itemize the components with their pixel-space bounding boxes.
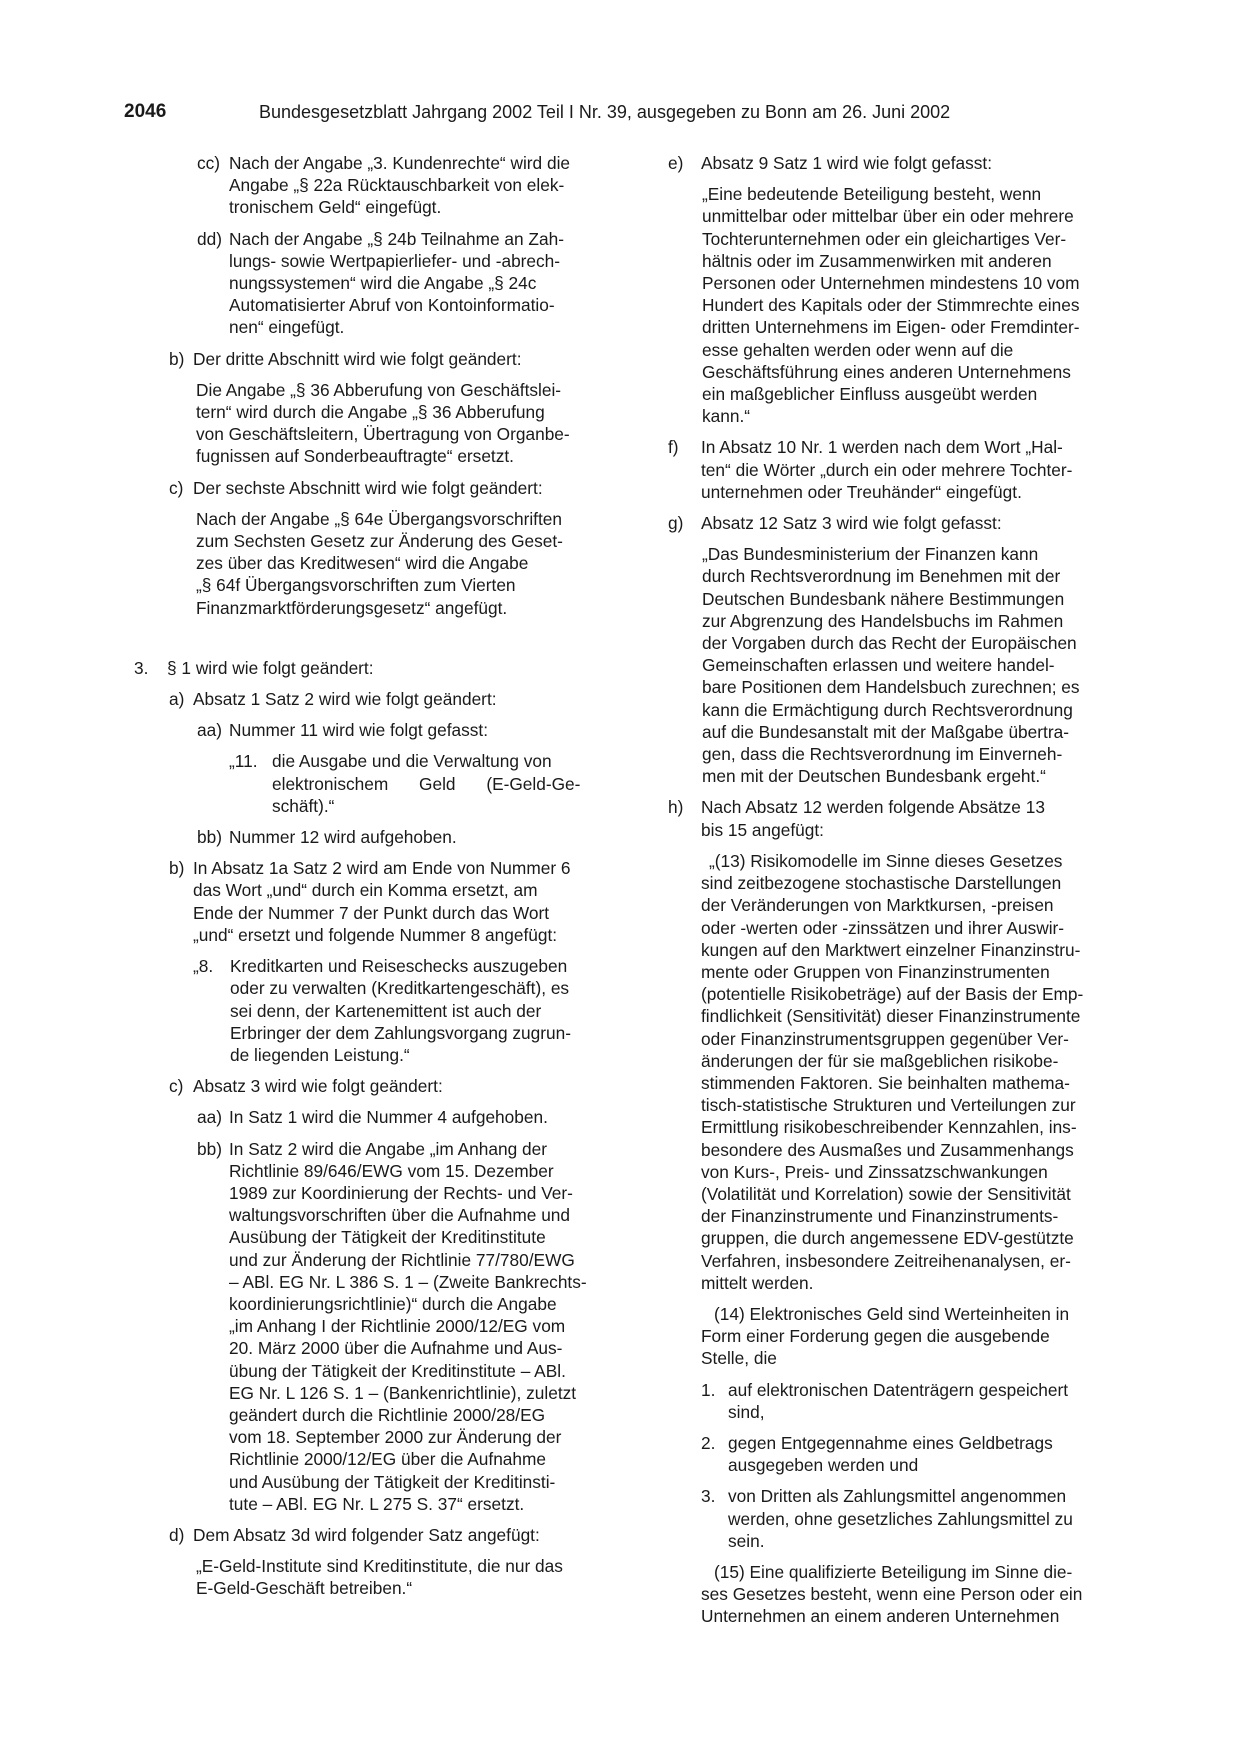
text-line: hältnis oder im Zusammenwirken mit anderen xyxy=(702,250,1052,271)
text-line: gruppen, die durch angemessene EDV-gestützte xyxy=(701,1228,1074,1249)
item-cc xyxy=(124,152,604,219)
text-line: geändert durch die Richtlinie 2000/28/EG xyxy=(229,1404,546,1425)
text-line: In Absatz 1a Satz 2 wird am Ende von Nummer 6 xyxy=(193,858,571,879)
text-line: „Eine bedeutende Beteiligung besteht, wenn xyxy=(702,184,1042,205)
text-line: „E-Geld-Institute sind Kreditinstitute, die nur das xyxy=(196,1556,563,1577)
item-bb-satz2 xyxy=(124,1138,604,1515)
text-line: – ABl. EG Nr. L 386 S. 1 – (Zweite Bankrechts- xyxy=(229,1271,587,1292)
text-line: (Volatilität und Korrelation) sowie der Sensitivität xyxy=(701,1183,1071,1204)
text-line: In Satz 1 wird die Nummer 4 aufgehoben. xyxy=(229,1107,548,1128)
text-line: nungssystemen“ wird die Angabe „§ 24c xyxy=(229,273,537,294)
text-line: „im Anhang I der Richtlinie 2000/12/EG vom xyxy=(229,1316,566,1337)
left-column xyxy=(124,152,604,1600)
text-line: der Vorgaben durch das Recht der Europäischen xyxy=(702,633,1077,654)
text-line: Tochterunternehmen oder ein gleichartiges Ver- xyxy=(702,228,1067,249)
text-line: änderungen der für sie maßgeblichen risikobe- xyxy=(701,1050,1059,1071)
text-line: sind zeitbezogene stochastische Darstellungen xyxy=(701,873,1062,894)
item-heading: § 1 wird wie folgt geändert: xyxy=(167,657,374,678)
text-line: von Kurs-, Preis- und Zinssatzschwankungen xyxy=(701,1161,1048,1182)
item-label: c) xyxy=(169,1076,184,1097)
text-line: E-Geld-Geschäft betreiben.“ xyxy=(196,1578,413,1599)
text-line: stimmenden Faktoren. Sie beinhalten mathema- xyxy=(701,1072,1070,1093)
text-line: sei denn, der Kartenemittent ist auch der xyxy=(230,1000,542,1021)
text-line: Nach Absatz 12 werden folgende Absätze 13 xyxy=(701,797,1045,818)
text-line: besondere des Ausmaßes und Zusammenhangs xyxy=(701,1139,1074,1160)
text-line: mittelt werden. xyxy=(701,1272,814,1293)
quoted-number-8 xyxy=(124,955,604,1066)
text-line: schäft).“ xyxy=(272,795,335,816)
item-label: e) xyxy=(668,153,684,173)
text-line: zur Abgrenzung des Handelsbuchs im Rahmen xyxy=(702,610,1064,631)
text-line: tern“ wird durch die Angabe „§ 36 Abberufung xyxy=(196,402,545,423)
text-line: „und“ ersetzt und folgende Nummer 8 angefügt: xyxy=(193,924,558,945)
text-line: Gemeinschaften erlassen und weitere handel- xyxy=(702,655,1055,676)
text-line: In Absatz 10 Nr. 1 werden nach dem Wort „Hal- xyxy=(701,437,1063,458)
item-heading: Nummer 11 wird wie folgt gefasst: xyxy=(229,720,488,741)
item-heading: Dem Absatz 3d wird folgender Satz angefügt: xyxy=(193,1524,540,1545)
text-line: ses Gesetzes besteht, wenn eine Person oder ein xyxy=(701,1584,1083,1605)
item-c-sixth-section xyxy=(124,477,604,619)
item-label: d) xyxy=(169,1524,185,1545)
text-line: Form einer Forderung gegen die ausgebende xyxy=(701,1326,1050,1347)
item-label: b) xyxy=(169,858,185,879)
item-label: aa) xyxy=(197,1107,222,1128)
text-line: sind, xyxy=(728,1401,765,1422)
item-b-third-section xyxy=(124,348,604,468)
text-line: Angabe „§ 22a Rücktauschbarkeit von elek- xyxy=(229,175,565,196)
text-line: dritten Unternehmens im Eigen- oder Fremdinter- xyxy=(702,317,1080,338)
text-line: Nach der Angabe „§ 64e Übergangsvorschriften xyxy=(196,508,563,529)
item-b-absatz1a xyxy=(124,857,604,946)
text-line: tisch-statistische Strukturen und Verteilungen zur xyxy=(701,1095,1076,1116)
text-line: Automatisierter Abruf von Kontoinformatio- xyxy=(229,295,555,316)
text-line: ausgegeben werden und xyxy=(728,1455,919,1476)
page-number: 2046 xyxy=(124,101,167,122)
item-label: „11. xyxy=(229,751,258,772)
list-item-label: 1. xyxy=(701,1379,716,1400)
text-line: Richtlinie 89/646/EWG vom 15. Dezember xyxy=(229,1160,554,1181)
item-label: h) xyxy=(668,797,684,818)
item-label: a) xyxy=(169,689,185,710)
text-line: 1989 zur Koordinierung der Rechts- und Ver- xyxy=(229,1182,573,1203)
text-line: ten“ die Wörter „durch ein oder mehrere Tochter- xyxy=(701,459,1073,480)
text-line: tronischem Geld“ eingefügt. xyxy=(229,197,442,218)
list-item xyxy=(701,1379,1112,1423)
text-line: auf elektronischen Datenträgern gespeichert xyxy=(728,1379,1069,1400)
item-label: aa) xyxy=(197,720,222,741)
text-line: lungs- sowie Wertpapierliefer- und -abrech- xyxy=(229,250,561,271)
item-3 xyxy=(124,657,604,679)
item-label: c) xyxy=(169,477,184,498)
text-line: de liegenden Leistung.“ xyxy=(230,1044,410,1065)
text-line: mente oder Gruppen von Finanzinstrumenten xyxy=(701,961,1050,982)
item-label: dd) xyxy=(197,228,222,249)
text-line: kann die Ermächtigung durch Rechtsverordnung xyxy=(702,699,1073,720)
text-line: (potentielle Risikobeträge) auf der Basis der Emp- xyxy=(701,984,1084,1005)
item-label: g) xyxy=(668,513,684,534)
text-line: In Satz 2 wird die Angabe „im Anhang der xyxy=(229,1138,547,1159)
text-line: Nach der Angabe „3. Kundenrechte“ wird die xyxy=(229,153,571,173)
text-line: nen“ eingefügt. xyxy=(229,317,345,338)
item-aa-nummer11 xyxy=(124,719,604,741)
item-e-absatz9 xyxy=(668,152,1112,427)
text-line: bis 15 angefügt: xyxy=(701,819,824,840)
text-line: esse gehalten werden oder wenn auf die xyxy=(702,339,1014,360)
paragraph-13 xyxy=(668,850,1112,1294)
text-line: zum Sechsten Gesetz zur Änderung des Geset- xyxy=(196,531,563,552)
text-line: ein maßgeblicher Einfluss ausgeübt werden xyxy=(702,384,1038,405)
text-line: vom 18. September 2000 zur Änderung der xyxy=(229,1427,562,1448)
text-line: Kreditkarten und Reiseschecks auszugeben xyxy=(230,956,568,977)
text-line: men mit der Deutschen Bundesbank ergeht.“ xyxy=(702,766,1046,787)
text-line: kann.“ xyxy=(702,406,751,427)
item-d-absatz3d xyxy=(124,1524,604,1600)
text-line: übung der Tätigkeit der Kreditinstitute – ABl. xyxy=(229,1360,566,1381)
text-line: Geschäftsführung eines anderen Unternehmens xyxy=(702,361,1071,382)
list-item xyxy=(701,1485,1112,1552)
text-line: zes über das Kreditwesen“ wird die Angabe xyxy=(196,553,529,574)
text-line: fugnissen auf Sonderbeauftragte“ ersetzt. xyxy=(196,446,514,467)
text-line: 20. März 2000 über die Aufnahme und Aus- xyxy=(229,1338,563,1359)
item-h-absaetze13-15 xyxy=(668,796,1112,840)
text-line: durch Rechtsverordnung im Benehmen mit der xyxy=(702,566,1061,587)
right-column xyxy=(668,152,1112,1628)
text-line: EG Nr. L 126 S. 1 – (Bankenrichtlinie), zuletzt xyxy=(229,1382,577,1403)
text-line: Erbringer der dem Zahlungsvorgang zugrun- xyxy=(230,1022,572,1043)
quoted-number-11 xyxy=(124,750,604,817)
text-line: auf die Bundesanstalt mit der Maßgabe übertra- xyxy=(702,721,1069,742)
text-line: koordinierungsrichtlinie)“ durch die Angabe xyxy=(229,1293,557,1314)
text-line: Stelle, die xyxy=(701,1348,777,1369)
item-heading: Der sechste Abschnitt wird wie folgt geändert: xyxy=(193,477,543,498)
text-line: Unternehmen an einem anderen Unternehmen xyxy=(701,1606,1060,1627)
text-line: „Das Bundesministerium der Finanzen kann xyxy=(702,544,1039,565)
text-line: „(13) Risikomodelle im Sinne dieses Gesetzes xyxy=(709,850,1063,871)
item-heading: Absatz 1 Satz 2 wird wie folgt geändert: xyxy=(193,689,497,710)
text-line: Deutschen Bundesbank nähere Bestimmungen xyxy=(702,588,1065,609)
text-line: Nach der Angabe „§ 24b Teilnahme an Zah- xyxy=(229,228,564,249)
running-title: Bundesgesetzblatt Jahrgang 2002 Teil I Nr. 39, ausgegeben zu Bonn am 26. Juni 2002 xyxy=(259,102,951,122)
paragraph-14 xyxy=(668,1303,1112,1552)
text-line: von Geschäftsleitern, Übertragung von Organbe- xyxy=(196,424,570,445)
item-heading: Der dritte Abschnitt wird wie folgt geändert: xyxy=(193,348,522,369)
list-item xyxy=(701,1432,1112,1476)
item-g-absatz12 xyxy=(668,512,1112,787)
text-line: gegen Entgegennahme eines Geldbetrags xyxy=(728,1432,1053,1453)
text-line: gen, dass die Rechtsverordnung im Einverneh- xyxy=(702,744,1063,765)
text-line: (14) Elektronisches Geld sind Werteinheiten in xyxy=(714,1303,1070,1324)
text-line: oder -werten oder -zinssätzen und ihrer Auswir- xyxy=(701,917,1065,938)
item-aa-satz1 xyxy=(124,1106,604,1128)
text-line: Ende der Nummer 7 der Punkt durch das Wort xyxy=(193,902,550,923)
text-line: werden, ohne gesetzliches Zahlungsmittel zu xyxy=(728,1508,1073,1529)
text-line: der Finanzinstrumente und Finanzinstruments- xyxy=(701,1206,1059,1227)
text-line: Verfahren, insbesondere Zeitreihenanalysen, er- xyxy=(701,1250,1071,1271)
text-line: Personen oder Unternehmen mindestens 10 vom xyxy=(702,273,1080,294)
item-label: 3. xyxy=(134,657,149,678)
text-line: (15) Eine qualifizierte Beteiligung im Sinne die- xyxy=(714,1561,1073,1582)
text-line: kungen auf den Marktwert einzelner Finanzinstru- xyxy=(701,939,1081,960)
text-line: von Dritten als Zahlungsmittel angenommen xyxy=(728,1486,1067,1507)
item-c-absatz3 xyxy=(124,1075,604,1097)
text-line: unternehmen oder Treuhänder“ eingefügt. xyxy=(701,481,1022,502)
text-line: das Wort „und“ durch ein Komma ersetzt, am xyxy=(193,880,538,901)
text-line: sein. xyxy=(728,1530,765,1551)
text-line: waltungsvorschriften über die Aufnahme und xyxy=(229,1205,571,1226)
text-line: unmittelbar oder mittelbar über ein oder mehrere xyxy=(702,206,1074,227)
text-line: bare Positionen dem Handelsbuch zurechnen; es xyxy=(702,677,1080,698)
item-label: cc) xyxy=(197,153,221,173)
text-line: elektronischem Geld (E-Geld-Ge- xyxy=(272,773,581,794)
text-line: Die Angabe „§ 36 Abberufung von Geschäftslei- xyxy=(196,379,562,400)
item-a-absatz1 xyxy=(124,688,604,710)
text-line: Richtlinie 2000/12/EG über die Aufnahme xyxy=(229,1449,547,1470)
text-line: „§ 64f Übergangsvorschriften zum Vierten xyxy=(196,575,516,596)
item-label: bb) xyxy=(197,1138,222,1159)
item-dd xyxy=(124,228,604,339)
item-heading: Absatz 12 Satz 3 wird wie folgt gefasst: xyxy=(701,513,1002,534)
item-label: bb) xyxy=(197,827,222,848)
text-line: tute – ABl. EG Nr. L 275 S. 37“ ersetzt. xyxy=(229,1493,525,1514)
paragraph-15 xyxy=(668,1561,1112,1628)
item-f-absatz10 xyxy=(668,436,1112,503)
text-line: oder Finanzinstrumentsgruppen gegenüber Ver- xyxy=(701,1028,1069,1049)
list-item-label: 3. xyxy=(701,1486,716,1507)
text-line: oder zu verwalten (Kreditkartengeschäft), es xyxy=(230,978,570,999)
text-line: Hundert des Kapitals oder der Stimmrechte eines xyxy=(702,295,1080,316)
text-line: der Veränderungen von Marktkursen, -preisen xyxy=(701,895,1054,916)
text-line: und Ausübung der Tätigkeit der Kreditinsti- xyxy=(229,1471,556,1492)
text-line: Ermittlung risikobeschreibender Kennzahlen, ins- xyxy=(701,1117,1077,1138)
item-label: „8. xyxy=(193,956,214,977)
text-line: die Ausgabe und die Verwaltung von xyxy=(272,751,552,772)
text-line: Ausübung der Tätigkeit der Kreditinstitute xyxy=(229,1227,546,1248)
item-label: b) xyxy=(169,348,185,369)
text-line: findlichkeit (Sensitivität) dieser Finanzinstrumente xyxy=(701,1006,1081,1027)
text-line: Finanzmarktförderungsgesetz“ angefügt. xyxy=(196,597,508,618)
item-heading: Absatz 9 Satz 1 wird wie folgt gefasst: xyxy=(701,153,993,173)
item-heading: Absatz 3 wird wie folgt geändert: xyxy=(193,1076,443,1097)
text-line: Nummer 12 wird aufgehoben. xyxy=(229,827,457,848)
item-label: f) xyxy=(668,437,679,458)
list-item-label: 2. xyxy=(701,1432,716,1453)
item-bb-nummer12 xyxy=(124,826,604,848)
text-line: und zur Änderung der Richtlinie 77/780/EWG xyxy=(229,1249,575,1270)
